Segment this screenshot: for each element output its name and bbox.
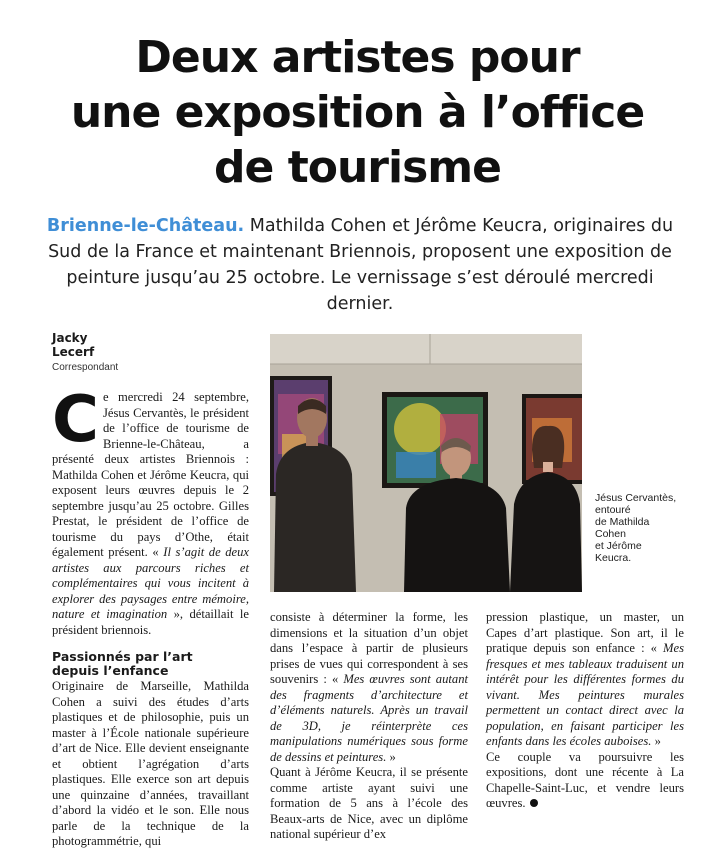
- subhead-line-1: Passionnés par l’art: [52, 649, 193, 664]
- intro-quote: Il s’agit de deux artistes aux parcours riches et complémentaires qui vous incitent à explorer des paysages entre mémoire, nature et imagination: [52, 545, 249, 621]
- paragraph-keucra-a: Quant à Jérôme Keucra, il se présente comme artiste ayant suivi une formation de 5 ans à l’école des Beaux-arts de Nice, avec un diplôme national supérieur d’ex: [270, 765, 468, 841]
- lead-place: Brienne-le-Château.: [46, 216, 245, 236]
- intro-end: », détaillait le président briennois.: [52, 607, 249, 637]
- keucra-text: pression plastique, un master, un Capes d’art plastique. Son art, il le pratique depuis son enfance : «: [486, 610, 684, 655]
- text-column-2: [270, 610, 468, 843]
- text-column-3: [486, 610, 684, 812]
- lead-text: Mathilda Cohen et Jérôme Keucra, originaires du Sud de la France et maintenant Briennois, proposent une exposition de peinture jusqu’au 25 octobre. Le vernissage s’est déroulé mercredi dernier.: [48, 216, 674, 314]
- photo-caption: [595, 492, 690, 564]
- paragraph-intro: [52, 383, 249, 638]
- section-subhead: [52, 650, 249, 678]
- intro-text: e mercredi 24 septembre, Jésus Cervantès, le président de l’office de tourisme de Brienne-le-Château, a présenté deux artistes Briennois : Mathilda Cohen et Jérôme Keucra, qui exposent leurs œuvres depuis le 2 septembre jusqu’au 25 octobre. Gilles Prestat, le président de l’office de tourisme du pays d’Othe, était également présent. «: [52, 390, 249, 559]
- title-line-1: Deux artistes pour: [135, 32, 580, 83]
- subhead-line-2: depuis l’enfance: [52, 663, 169, 678]
- end-mark-icon: [530, 799, 538, 807]
- keucra-end: »: [651, 734, 661, 748]
- caption-line-4: Cohen: [595, 528, 626, 540]
- author-name: [52, 331, 94, 359]
- title-line-2: une exposition à l’office: [70, 87, 645, 138]
- article-title: [0, 30, 715, 195]
- author-last-name: Lecerf: [52, 345, 95, 359]
- cohen-end: »: [386, 749, 396, 764]
- author-first-name: Jacky: [52, 331, 88, 345]
- keucra-quote: Mes fresques et mes tableaux traduisent un intérêt pour les différentes formes du vivant. Mes peintures murales permettent un contact direct avec la population, en faisant participer les enfants dans les écoles auboises.: [486, 641, 684, 748]
- paragraph-conclusion: [486, 750, 684, 812]
- photo-illustration: [270, 334, 582, 592]
- caption-line-6: Keucra.: [595, 552, 632, 564]
- text-column-1: [52, 383, 249, 850]
- paragraph-keucra-b: [486, 610, 684, 750]
- paragraph-cohen-b: [270, 610, 468, 765]
- caption-line-1: Jésus Cervantès,: [595, 492, 677, 504]
- title-line-3: de tourisme: [214, 142, 501, 193]
- dropcap: C: [52, 383, 99, 457]
- caption-line-3: de Mathilda: [595, 516, 650, 528]
- caption-line-2: entouré: [595, 504, 631, 516]
- article-lead: [40, 213, 680, 317]
- article-photo: [270, 334, 582, 592]
- caption-line-5: et Jérôme: [595, 540, 642, 552]
- author-role: Correspondant: [52, 362, 119, 373]
- conclusion-text: Ce couple va poursuivre les expositions, dont une récente à La Chapelle-Saint-Luc, et vendre leurs œuvres.: [486, 749, 684, 810]
- cohen-quote: Mes œuvres sont autant des fragments d’architecture et d’éléments naturels. Après un travail de 3D, je réinterprète ces manipulations numériques sous forme de dessins et peintures.: [270, 672, 468, 764]
- cohen-text: consiste à déterminer la forme, les dimensions et la situation d’un objet dans l’espace à partir de plusieurs prises de vues qui correspondent à ses souvenirs : «: [270, 610, 468, 686]
- paragraph-cohen-a: Originaire de Marseille, Mathilda Cohen a suivi des études d’arts plastiques et de philosophie, puis un master à l’École nationale supérieure d’art de Nice. Elle devient enseignante et obtient l’agrégation d’arts plastiques. Elle exerce son art depuis une quinzaine d’années, travaillant d’abord la vidéo et le son. Elle nous parle de la technique de la photogrammétrie, qui: [52, 679, 249, 848]
